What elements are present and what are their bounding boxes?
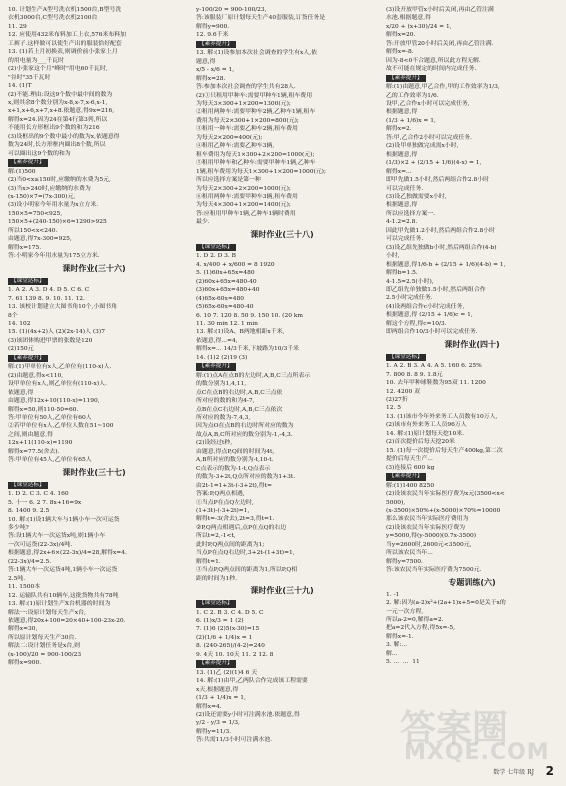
answer-line: 4-1.2=2.8. <box>386 219 418 226</box>
answer-line: 14. 102 <box>8 320 31 327</box>
section-tag <box>386 353 558 363</box>
section-tag <box>196 243 368 253</box>
answer-line: 水池.根据题意,得 <box>386 15 431 22</box>
answer-line: (3)设开放甲管x小时后关闭,再由乙管注满 <box>386 7 494 13</box>
answer-line: 解得b=1.5. <box>386 270 418 277</box>
answer-column-3 <box>386 6 558 667</box>
answer-line: (2)①只租用甲种车:需要甲种车1辆,租车费用 <box>196 92 313 99</box>
answer-line: 9. 4天 10. 10天 11. 2 12. 8 <box>196 651 274 658</box>
answer-line: 为每天2×200=400(元); <box>196 134 263 141</box>
answer-line: 11. 30 min 12. 1 min <box>196 320 258 327</box>
answer-line: 解得y=900. <box>196 23 230 30</box>
answer-line: 1辆,租车费用为每天1×300+1×200=1000(元); <box>196 168 326 175</box>
answer-line: (2)设该农民当年实际医疗费为 <box>386 524 466 531</box>
answer-line: 那么该农民当年实际医疗费用为 <box>386 516 469 523</box>
answer-line: 4. x/400 + x/600 = 8 1920 <box>196 261 275 268</box>
section-tag-label: 【素养提升】 <box>196 660 236 668</box>
answer-line: 所以应选择方案一. <box>386 210 435 217</box>
answer-line: 解:(1)1400 8250 <box>386 482 435 489</box>
answer-line: 1. -1 <box>386 591 400 598</box>
answer-line: 此时P,Q两点间的距离为1; <box>196 541 265 548</box>
answer-line: 根据题意,得2x+6×(22-3x)/4=28,解得x=4. <box>8 550 127 557</box>
answer-line: 为每天2×300+2×200=1000(元); <box>196 185 291 192</box>
answer-line: 150×5=750<925, <box>8 210 63 217</box>
answer-line: 的数分别为1,4,11, <box>196 381 247 388</box>
answer-line: 解得t=-3(舍去),2t=3,得t=1. <box>196 516 275 523</box>
answer-line: 解:(1)点A在点B的左边时,A,B,C三点所表示 <box>196 372 311 379</box>
answer-line: (22-3x)/4=2.5. <box>8 558 52 565</box>
answer-line: 即甲先做1.5小时,然后两组合作2.8小时 <box>386 177 490 184</box>
answer-line: 解得x=-1. <box>386 633 414 640</box>
answer-line: 13. (1)若上月初换表,则调价前小张家上月 <box>8 49 118 56</box>
answer-line: 1. D 2. D 3. B <box>196 253 236 260</box>
section-tag-label: 【课堂达标】 <box>196 244 236 252</box>
section-tag <box>196 659 368 669</box>
section-tag <box>386 74 558 84</box>
answer-line: 解得x=... 14/3千米,下坡路为10/3千米 <box>196 346 299 353</box>
answer-line: 10. 去年甲种球鞋数为95双 11. 1200 <box>386 380 486 387</box>
answer-line: 所对应的数的和为4-7, <box>196 398 255 405</box>
answer-line: (x-150)×7=(7x-300)元, <box>8 194 76 201</box>
answer-line: 设甲单位有x人,则乙单位有(110-x)人. <box>8 381 107 388</box>
answer-line: 距的时间为1秒. <box>196 575 237 582</box>
answer-line: 乙的工作效率为1/6. <box>386 92 439 99</box>
answer-line: 10. 解:(1)设1辆大车与1辆小车一次可运货 <box>8 516 120 523</box>
answer-line: 根据题意,得 <box>386 202 418 209</box>
answer-line: (4)65x-60x=480 <box>196 295 245 302</box>
section-title: 课时作业(三十八) <box>250 229 314 239</box>
answer-line: 12. 4200 双 <box>386 388 420 395</box>
answer-line: 数为24时,长方形框内圈出8个数,所以 <box>8 142 106 149</box>
answer-line: 12x+11(110-x)=1190 <box>8 440 73 447</box>
answer-line: 7. 61 139 8. 9. 10. 11. 12. <box>8 295 85 302</box>
answer-line: (3)设小明家今年用水量为x立方米. <box>8 202 99 209</box>
answer-line: 可以完成任务. <box>386 236 424 243</box>
answer-line: 2. 解:因为(a-2)x²+(2a+1)x+5=0是关于x的 <box>386 600 506 607</box>
answer-line: (2)27折 <box>386 397 408 404</box>
answer-line: y-100/20 = 900-100/23, <box>196 7 267 13</box>
answer-line: 答:该服装厂原计划每天生产40套服装,订货任务是 <box>196 15 326 22</box>
answer-line: ②P,Q两点相遇后,点P在点Q的右边 <box>196 524 287 531</box>
answer-line: (2)首次提价后每天挖20米 <box>386 439 455 446</box>
answer-line: 答:共需11/3小时可注满水池. <box>196 737 272 744</box>
section-tag <box>386 472 558 482</box>
answer-line: 12. 运输队共有10辆车,这批货物共有78吨 <box>8 592 119 599</box>
answer-line: 解得x=24.因为24在第4行第3列,所以 <box>8 116 108 123</box>
answer-line: C点表示的数为-1-t,Q点表示 <box>196 465 271 472</box>
answer-line: (2)(1/6 + 1/4)x = 1 <box>196 634 253 641</box>
answer-line: 解得x=28. <box>196 75 226 82</box>
answer-line: (2)设甲单独做完成需x小时, <box>386 143 459 150</box>
answer-line: ②租用两种车:需要甲种车2辆,乙种车1辆,租车 <box>196 109 316 116</box>
answer-line: (x-100)/20 = 900-100/23 <box>8 651 82 658</box>
answer-line: 因为点O在点B的右边时所对应的数为 <box>196 423 294 430</box>
answer-line: 解得x=77.5(舍去). <box>8 448 60 455</box>
answer-line: 12. 9.6千米 <box>196 32 229 39</box>
answer-line: 衣机3000台,C型号洗衣机2100台 <box>8 15 98 22</box>
answer-line: x,则其余8个数分别为x-8,x-7,x-6,x-1, <box>8 99 108 106</box>
answer-line: (2)该市有外来务工人员96万人 <box>386 422 467 429</box>
answer-line: 因为-8<0不合题意,所以此方程无解. <box>386 57 481 64</box>
answer-line: 之间,则由题意,得 <box>8 431 53 438</box>
answer-line: 解:(1)甲单位有x人,乙单位有(110-x)人. <box>8 364 112 371</box>
section-title: 课时作业(四十) <box>444 339 500 349</box>
answer-line: 解得t=1. <box>196 558 221 565</box>
answer-line: (1/3 + 1/6)x = 1, <box>386 117 436 124</box>
answer-line: ④租用乙种车:需要乙种车3辆, <box>196 143 275 150</box>
answer-line: 14. 解:(1)原计划每天挖10米. <box>386 430 465 437</box>
answer-line: (2)设该农民当年实际医疗费为x元(3500<x< <box>386 491 505 498</box>
answer-line: 由题意,得12x+10(110-x)=1190, <box>8 398 100 405</box>
answer-line: 当点P在点Q右边时,3+2t-(1+3t)=1, <box>196 550 295 557</box>
answer-line: 根据题意,得1/6·b + (2/15 + 1/6)(4-b) = 1, <box>386 261 506 268</box>
answer-line: 所以t=2,-1<t, <box>196 533 236 540</box>
answer-line: 5. (1)60x+65x=480 <box>196 270 255 277</box>
answer-line: 7. (1)6 (2)5(x-30)=15 <box>196 626 260 633</box>
answer-line: 1. D 2. C 3. C 4. 160 <box>8 491 69 498</box>
answer-line: 所以该农民当年... <box>386 550 433 557</box>
answer-line: 答:开放甲管20小时后关闭,再由乙管注满. <box>386 40 494 47</box>
answer-line: 解得y=7500. <box>386 558 423 565</box>
section-title: 课时作业(三十六) <box>62 263 126 273</box>
section-tag <box>196 599 368 609</box>
answer-line: ⑥租用两种车:需要甲种车3辆,租车费用 <box>196 194 298 201</box>
answer-line: x天,根据题意,得 <box>196 686 239 693</box>
answer-line: 14. (1)2 (2)19 (3) <box>196 354 248 361</box>
answer-line: 解得x=175. <box>8 244 42 251</box>
section-tag-label: 【课堂达标】 <box>8 482 48 490</box>
answer-line: 6. 10 7. 120 8. 50 9. 150 10. (20 km <box>196 312 304 319</box>
answer-line: 可以完成任务. <box>386 185 424 192</box>
answer-line: (3)设乙独做需要x小时, <box>386 194 447 201</box>
answer-line: ①当点P在点Q左边时, <box>196 499 254 506</box>
answer-line: 根据题意,得 <box>386 109 418 116</box>
answer-line: 10. 计划生产A型号洗衣机1500台,B型号洗 <box>8 7 122 13</box>
answer-line: 14. (1)T <box>8 83 32 90</box>
answer-line: 5000), <box>386 499 406 506</box>
page-number: 2 <box>545 764 554 778</box>
section-title: 课时作业(三十七) <box>62 467 126 477</box>
section-tag-label: 【素养提升】 <box>386 75 426 83</box>
answer-line: 不能用长方形框出9个数的和为216 <box>8 125 100 132</box>
section-title: 专题训练(六) <box>448 577 496 587</box>
answer-line: x/5 - x/6 = 1, <box>196 67 235 74</box>
answer-line: (2)不能.理由:设这9个数中最中间的数为 <box>8 91 113 98</box>
answer-line: 5. ... ... 11 <box>386 659 420 666</box>
answer-line: 小时, <box>386 253 400 260</box>
answer-line: 8. (240-265)/(4-2)=240 <box>196 643 265 650</box>
answer-line: 题意,得 <box>196 58 216 65</box>
answer-line: 2.5小时完成任务. <box>386 295 433 302</box>
answer-line: 即乙组先单独做1.5小时,然后两组合作 <box>386 287 486 293</box>
answer-line: (3)该团体购进甲票的张数是120 <box>8 337 93 344</box>
answer-line: 解:(1)由题意,甲乙合作,甲的工作效率为1/3, <box>386 84 500 91</box>
footer-note: 数学 七年级 RJ <box>493 769 534 776</box>
answer-line: 当y=2600时,2600元<3500元, <box>386 541 472 548</box>
answer-line: (3)当x>240时,应缴纳的水费为 <box>8 185 91 192</box>
section-tag <box>196 362 368 372</box>
answer-line: 解得x=-8. <box>386 49 414 56</box>
answer-line: 答案:P,Q两点相遇, <box>196 491 245 498</box>
answer-line: ③租用一种车:需要乙种车2辆,租车费用 <box>196 126 298 133</box>
answer-line: 所以原计划每天生产30台. <box>8 634 77 641</box>
answer-line: 答:甲单位有50人,乙单位有60人 <box>8 414 92 421</box>
answer-line: 13. 解:(1)设A、B两地相距x千米, <box>196 329 285 336</box>
answer-line: 所对应的数为-7,4,3, <box>196 414 251 421</box>
answer-line: 15. (1)每一次提价后每天生产400kg,第二次 <box>386 447 503 454</box>
answer-line: 12. 应使用432米布料加工上衣,576米布料加 <box>8 32 127 39</box>
answer-line: 所以150<x<240. <box>8 227 58 234</box>
answer-line: 11. 29 <box>8 23 27 30</box>
section-tag-label: 【素养提升】 <box>196 363 236 371</box>
answer-line: 由2t-1=1+3t-(-3+2t),得t= <box>196 482 272 489</box>
answer-line: 由题意,得7x-300=925, <box>8 236 72 243</box>
answer-line: 租车费用为每天1×300+2×200=1000(元); <box>196 151 315 158</box>
answer-line: 解得x=4. <box>196 703 222 710</box>
section-tag-label: 【课堂达标】 <box>8 278 48 286</box>
answer-line: 答:甲单位有45人,乙单位有65人 <box>8 457 92 464</box>
answer-line: (2)设经过t秒, <box>196 440 233 447</box>
answer-line: 点C在点B的右边时,A,B,C三点依 <box>196 389 283 396</box>
answer-line: (1/3)×2 + (2/15 + 1/6)(4-x) = 1, <box>386 160 482 167</box>
answer-line: 点B在点C右边时,A,B,C三点依次 <box>196 406 283 413</box>
section-tag-label: 【素养提升】 <box>196 41 236 49</box>
answer-line: 11. 1500本 <box>8 584 41 591</box>
answer-line: 答:1辆大车一次运货4吨,1辆小车一次运货 <box>8 567 118 574</box>
answer-line: 由题意,得点P,Q间的时间为4t, <box>196 448 275 455</box>
answer-line: (x-3500)×50%+(x-5000)×70%=10000 <box>386 507 501 514</box>
answer-line: 1. C 2. B 3. C 4. D 5. C <box>196 609 264 616</box>
answer-line: "谷时"35千瓦时 <box>8 74 51 81</box>
section-tag-label: 【课堂达标】 <box>386 354 426 362</box>
answer-line: 解得y=11/3. <box>196 728 232 735</box>
answer-line: 答:应租用甲种车1辆,乙种车1辆时费用 <box>196 210 296 217</box>
answer-line: 根据题意,得 (2/15 + 1/6)c = 1, <box>386 312 473 319</box>
section-tag-label: 【素养提升】 <box>8 355 48 363</box>
answer-line: 3. 解:... <box>386 642 407 649</box>
answer-line: (1/3 + 1/4)x = 1, <box>196 695 246 702</box>
answer-line: (3)设框出的9个数中最小的数为x,依题意得 <box>8 133 120 140</box>
answer-line: 8个 <box>8 312 18 319</box>
answer-line: 根据题意,得 <box>386 151 418 158</box>
answer-line: 15. (1)(4x+2)人 (2)(2x-14)人 (3)7 <box>8 329 105 336</box>
answer-line: 最少. <box>196 219 210 226</box>
answer-line: ②若甲单位有x人,乙单位人数在51~100 <box>8 423 114 430</box>
answer-column-2 <box>196 6 368 745</box>
answer-line: 依题意,得...=4, <box>196 337 238 344</box>
answer-line: (2)小张家这个月"峰时"用电60千瓦时, <box>8 66 108 73</box>
section-tag-label: 【素养提升】 <box>386 473 426 481</box>
answer-line: A,B所对应的数分别为-t,10-t. <box>196 457 274 464</box>
answer-line: (3)连接后 600 kg <box>386 464 435 471</box>
answer-line: ⑤租用甲种车和乙种车:需要甲种车1辆,乙种车 <box>196 160 316 167</box>
answer-line: (4)设两组合作c小时完成任务, <box>386 303 465 310</box>
answer-line: 为每天4×300+1×200=1400(元); <box>196 202 291 209</box>
answer-line: (2)150元 <box>8 346 34 353</box>
answer-line: 1. A 2. A 3. D 4. D 5. C 6. C <box>8 287 90 294</box>
section-tag <box>8 481 180 491</box>
answer-line: y=5000,得(y-5000)(0.7x-3500) <box>386 533 477 540</box>
answer-line: 因此甲先做1.2小时,然后两组合作2.8小时 <box>386 227 495 234</box>
answer-line: 解这个方程,得c=10/3. <box>386 320 447 327</box>
answer-line: (3)设乙组先独做b小时,然后两组合作(4-b) <box>386 244 497 251</box>
answer-line: 13. (1)乙 (2)(1)4 6 天 <box>196 669 258 676</box>
section-tag <box>8 354 180 364</box>
answer-line: (1+3t)-(-3+2t)=1, <box>196 507 250 514</box>
answer-line: 答:甲,乙合作2小时可以完成任务. <box>386 134 473 141</box>
answer-line: 所以a-2=0,解得a=2. <box>386 616 444 623</box>
answer-line: 为每天3×300+1×200=1300(元); <box>196 101 291 108</box>
answer-line: 一元一次方程, <box>386 608 424 615</box>
answer-line: 13. 解:(1)设参加本次社会调查的学生有x人,依 <box>196 50 318 57</box>
section-tag <box>196 40 368 50</box>
answer-line: ③当点P,Q两点间的距离为1,所以P,Q相 <box>196 567 298 574</box>
answer-line: 150×5+(240-150)×6=1290>925 <box>8 219 107 226</box>
section-tag-label: 【素养提升】 <box>8 159 48 167</box>
answer-line: (2)60x+65x=480-40 <box>196 278 257 285</box>
answer-line: 故点A,B,C所对应的数分别为-1,-4,3. <box>196 431 293 438</box>
answer-line: 解... <box>386 650 398 657</box>
answer-line: 依题意,得 <box>8 389 34 396</box>
answer-line: 1. A 2. B 3. A 4. A 5. 160 6. 25% <box>386 363 482 370</box>
answer-line: x+1,x+6,x+7,x+8.依题意,得9x=216, <box>8 108 115 115</box>
answer-line: 答:小明家今年用水量为175立方米. <box>8 253 100 260</box>
answer-line: (5)65x-60x=480-40 <box>196 304 254 311</box>
answer-line: 所以应选择方案是第一种 <box>196 177 261 184</box>
answer-line: 故不可能在规定的时间内完成任务. <box>386 66 477 73</box>
answer-line: 依题意,得20x+100=20×40+100-23x-20. <box>8 618 126 624</box>
answer-line: y/2 - y/3 = 1/3, <box>196 720 240 727</box>
answer-line: (2)由题意,得x<110, <box>8 372 64 379</box>
answer-line: (2)当0<x≤150时,应缴纳的水费为5元, <box>8 177 111 184</box>
answer-line: 多少吨? <box>8 525 29 532</box>
answer-line: 把a=2代入方程,得5x=-5, <box>386 625 456 632</box>
answer-line: 设甲,乙合作x小时可以完成任务, <box>386 101 470 108</box>
answer-line: 一次可运货(22-3x)/4吨. <box>8 541 73 548</box>
answer-line: 13. 该校计划建立大图书角10个,小图书角 <box>8 304 117 311</box>
answer-line: 5. 十一 6. 2 7. 8x+16=9x <box>8 499 82 506</box>
answer-line: 的数为-3+2t,Q点所对应的数为1+3t. <box>196 474 296 481</box>
answer-line: 13. 解:(1)原计划生产X台机器的时间为 <box>8 601 111 608</box>
answer-line: (2)设还需要y小时可注满水池.依题意,得 <box>196 712 300 719</box>
answer-line: 6. (1)x/3 = 1 (2) <box>196 618 244 624</box>
answer-line: 7. 800 8. 8 9. 1.8元 <box>386 371 443 378</box>
answer-line: 解得x=... <box>386 168 412 175</box>
watermark-text: 答案圈 <box>400 708 509 749</box>
answer-line: 即两组合作10/3小时可以完成任务. <box>386 329 478 336</box>
section-tag <box>8 158 180 168</box>
section-tag <box>8 277 180 287</box>
answer-line: (3)60x+65x=480+40 <box>196 287 260 294</box>
answer-line: 提价后每天生产... <box>386 456 433 463</box>
answer-line: 解得x=30, <box>8 626 38 633</box>
answer-line: 费用为每天2×300+1×200=800(元); <box>196 117 299 124</box>
section-tag-label: 【课堂达标】 <box>196 600 236 608</box>
answer-line: 工裤子.这样做可以使生产出的服装恰好配套 <box>8 40 122 47</box>
answer-line: 可以圈出这9个数的和为 <box>8 150 71 157</box>
answer-line: 答:该农民当年实际医疗费为7500元. <box>386 567 482 574</box>
answer-line: 答:设1辆大车一次运货x吨,则1辆小车 <box>8 533 106 540</box>
answer-line: 2.5吨. <box>8 575 26 582</box>
section-title: 课时作业(三十九) <box>250 586 314 596</box>
answer-line: 4-1.5=2.5(小时), <box>386 278 434 285</box>
answer-column-1 <box>8 6 180 668</box>
answer-line: 13. (1)该市今年外来务工人员数有10万人, <box>386 413 498 420</box>
answer-line: 答:参加本次社会调查的学生共有28人. <box>196 84 296 91</box>
answer-line: 解得x=20. <box>386 32 416 39</box>
watermark-url: MXQE.COM <box>404 740 550 765</box>
answer-line: 解:(1)500 <box>8 168 36 175</box>
answer-line: 解得x=50,则110-50=60. <box>8 406 79 413</box>
answer-line: 解得x=900. <box>8 660 42 667</box>
answer-line: 解得x=2. <box>386 126 412 133</box>
answer-line: 解法一:设原计划每天生产x台, <box>8 609 86 616</box>
answer-line: 解法二:设计划任务是x台,则 <box>8 643 80 650</box>
answer-line: 14. 解:(1)由甲,乙两队合作完成该工程需要 <box>196 678 308 685</box>
answer-line: 12. 5 <box>386 405 401 412</box>
answer-line: 8. 1400 9. 2.5 <box>8 508 50 515</box>
answer-line: x/20 + (x+30)/24 = 1, <box>386 23 452 30</box>
answer-line: 的用电量为___千瓦时 <box>8 57 64 64</box>
